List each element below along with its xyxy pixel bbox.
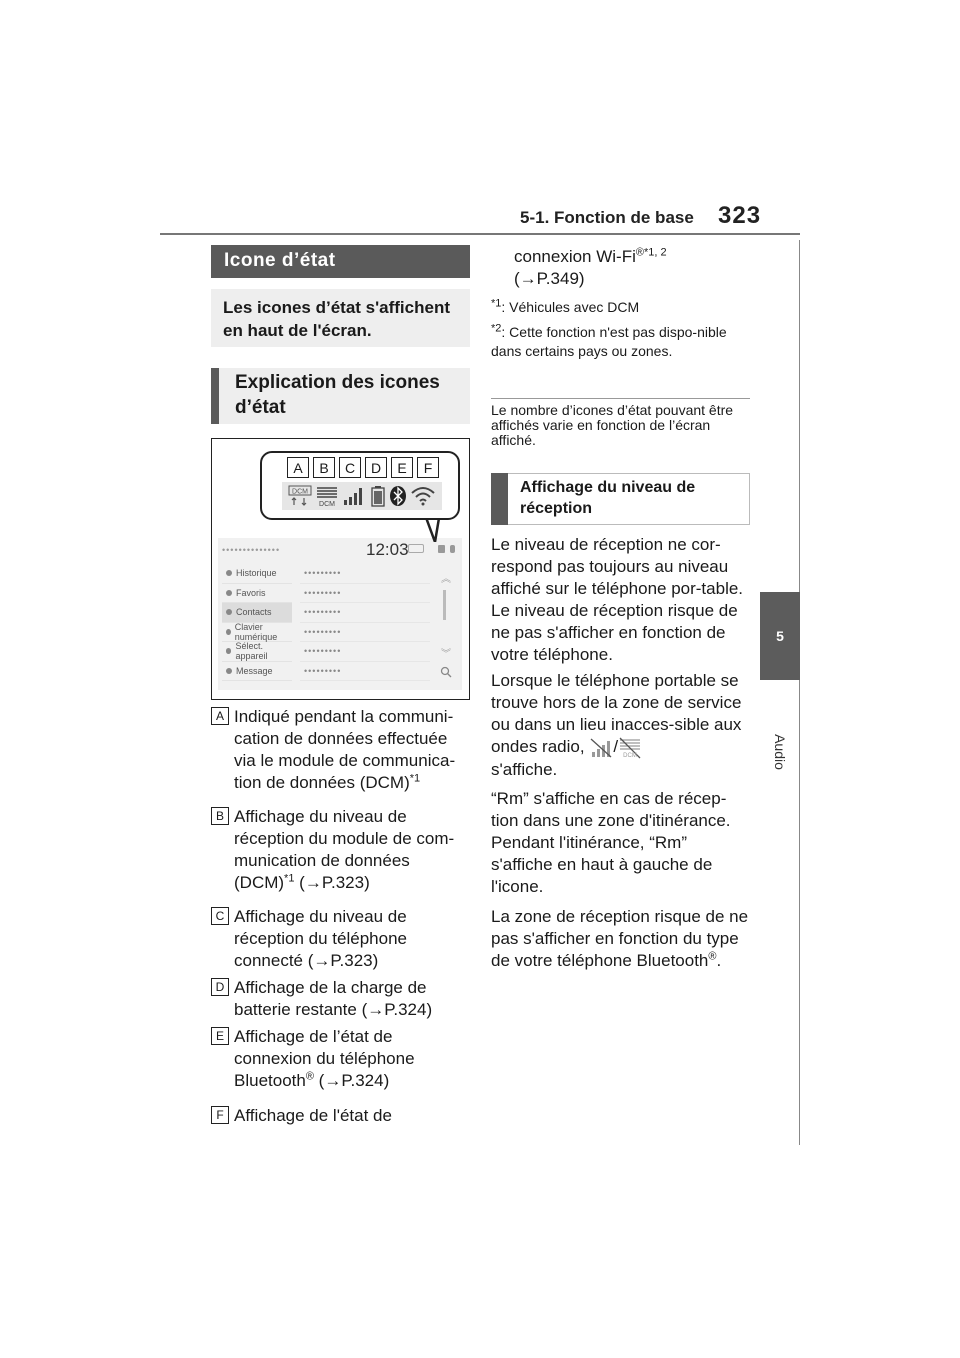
menu-label: Favoris	[236, 587, 266, 598]
history-icon	[226, 570, 232, 576]
letter-a: A	[287, 457, 309, 478]
list-item: •••••••••	[300, 662, 430, 682]
paragraph-3: “Rm” s'affiche en cas de récep-tion dans une zone d'itinérance. Pendant l'itinérance, “Rm” s'affiche en haut à gauche de l'icone.	[491, 789, 731, 896]
item-text-d: Affichage de la charge de batterie restante (→P.324)	[234, 978, 433, 1019]
screen-status-dots: ••••••••••••••	[222, 545, 281, 555]
menu-label: Contacts	[236, 607, 272, 618]
list-item: •••••••••	[300, 584, 430, 604]
item-label-d: D	[211, 978, 229, 996]
letter-b: B	[313, 457, 335, 478]
menu-item-history	[222, 564, 292, 584]
chapter-label-text: Audio	[772, 734, 788, 770]
heading-bar	[211, 368, 219, 424]
item-text-c: Affichage du niveau de réception du téléphone connecté (→P.323)	[234, 907, 407, 970]
keypad-icon	[226, 629, 231, 635]
paragraph-4: La zone de réception risque de ne pas s'afficher en fonction du type de votre téléphone Bluetooth®.	[491, 907, 749, 970]
scroll-down-icon: ︾	[441, 649, 451, 660]
list-item: •••••••••	[300, 564, 430, 584]
heading-explanation: Explication des icones d’état	[211, 368, 470, 424]
lock-icon	[438, 545, 445, 553]
person-icon	[226, 609, 232, 615]
heading-main: Icone d’état	[211, 245, 470, 278]
status-icon-strip	[282, 482, 442, 510]
phone-signal-icon	[342, 485, 366, 507]
item-text-e: Affichage de l’état de connexion du téléphone Bluetooth® (→P.324)	[234, 1027, 415, 1090]
footnote-2: $^{*2}$: Cette fonction n'est pas dispo-nible dans certains pays ou zones.	[491, 322, 727, 359]
header-rule	[160, 233, 800, 235]
svg-text:DCM: DCM	[623, 752, 637, 759]
no-dcm-signal-icon	[618, 737, 642, 759]
menu-item-message	[222, 662, 292, 682]
item-label-e: E	[211, 1027, 229, 1045]
phone-icon	[226, 648, 231, 654]
letter-f: F	[417, 457, 439, 478]
item-text-b: Affichage du niveau de réception du module de com-munication de données (DCM)$^{*1}$ (→P.323)	[234, 807, 455, 892]
chapter-number: 5	[776, 628, 784, 644]
battery-icon	[370, 485, 386, 507]
screen-tag-icon	[408, 544, 424, 553]
note-rule	[491, 398, 750, 399]
letter-e: E	[391, 457, 413, 478]
menu-label: Sélect. appareil	[235, 641, 268, 662]
footnote-1: $^{*1}$: Véhicules avec DCM	[491, 297, 640, 315]
menu-item-favorites	[222, 584, 292, 604]
page-number: 323	[718, 202, 762, 229]
heading-reception-bar	[491, 473, 508, 525]
svg-text:DCM: DCM	[319, 501, 335, 507]
letter-d: D	[365, 457, 387, 478]
menu-item-keypad	[222, 623, 292, 643]
item-label-f: F	[211, 1106, 229, 1124]
item-label-a: A	[211, 707, 229, 725]
letter-c: C	[339, 457, 361, 478]
dcm-signal-icon	[315, 485, 339, 507]
menu-label: Historique	[236, 568, 277, 579]
search-icon	[440, 665, 452, 677]
item-text-f-continued: connexion $Wi-Fi^{®*1, 2}$ (→P.349)	[514, 246, 667, 288]
chapter-label	[763, 722, 797, 782]
heading-reception: Affichage du niveau de réception	[491, 473, 750, 525]
menu-item-select-device	[222, 642, 292, 662]
list-item: •••••••••	[300, 623, 430, 643]
note-text: Le nombre d’icones d’état pouvant être affichés varie en fonction de l’écran affiché.	[491, 402, 734, 448]
list-item: •••••••••	[300, 642, 430, 662]
item-text-f: Affichage de l'état de	[234, 1106, 392, 1125]
dcm-data-icon	[288, 485, 312, 507]
dcm-label: DCM	[291, 488, 308, 496]
star-icon	[226, 590, 232, 596]
icon-letter-row	[287, 457, 439, 478]
side-rule	[799, 240, 800, 1145]
bluetooth-icon	[389, 485, 407, 507]
no-signal-icon	[589, 737, 613, 759]
paragraph-1: Le niveau de réception ne cor-respond pas toujours au niveau affiché sur le téléphone por-table. Le niveau de réception risque de ne pas s'afficher en fonction de votre téléphone.	[491, 535, 744, 664]
menu-label: Clavier numérique	[234, 621, 278, 642]
list-item: •••••••••	[300, 603, 430, 623]
bluetooth-small-icon	[450, 545, 455, 553]
menu-item-contacts	[222, 603, 292, 623]
item-text-a: Indiqué pendant la communi-cation de données effectuée via le module de communica-tion de données (DCM)$^{*1}$	[234, 707, 456, 792]
wifi-icon	[410, 485, 436, 507]
scrollbar	[443, 590, 446, 620]
message-icon	[226, 668, 232, 674]
scroll-up-icon: ︽	[441, 574, 451, 585]
chapter-tab	[760, 592, 800, 680]
icon-separator: /	[613, 737, 619, 756]
paragraph-2: Lorsque le téléphone portable se trouve hors de la zone de service ou dans un lieu inacces-sible aux ondes radio, / DCM s'affiche.	[491, 671, 742, 779]
menu-label: Message	[236, 665, 273, 676]
phone-menu	[222, 564, 292, 681]
item-label-c: C	[211, 907, 229, 925]
contact-rows	[300, 564, 430, 681]
screen-clock: 12:03	[366, 540, 409, 559]
heading-intro: Les icones d’état s'affichent en haut de l'écran.	[211, 289, 470, 347]
item-label-b: B	[211, 807, 229, 825]
section-title: 5-1. Fonction de base	[520, 208, 694, 227]
